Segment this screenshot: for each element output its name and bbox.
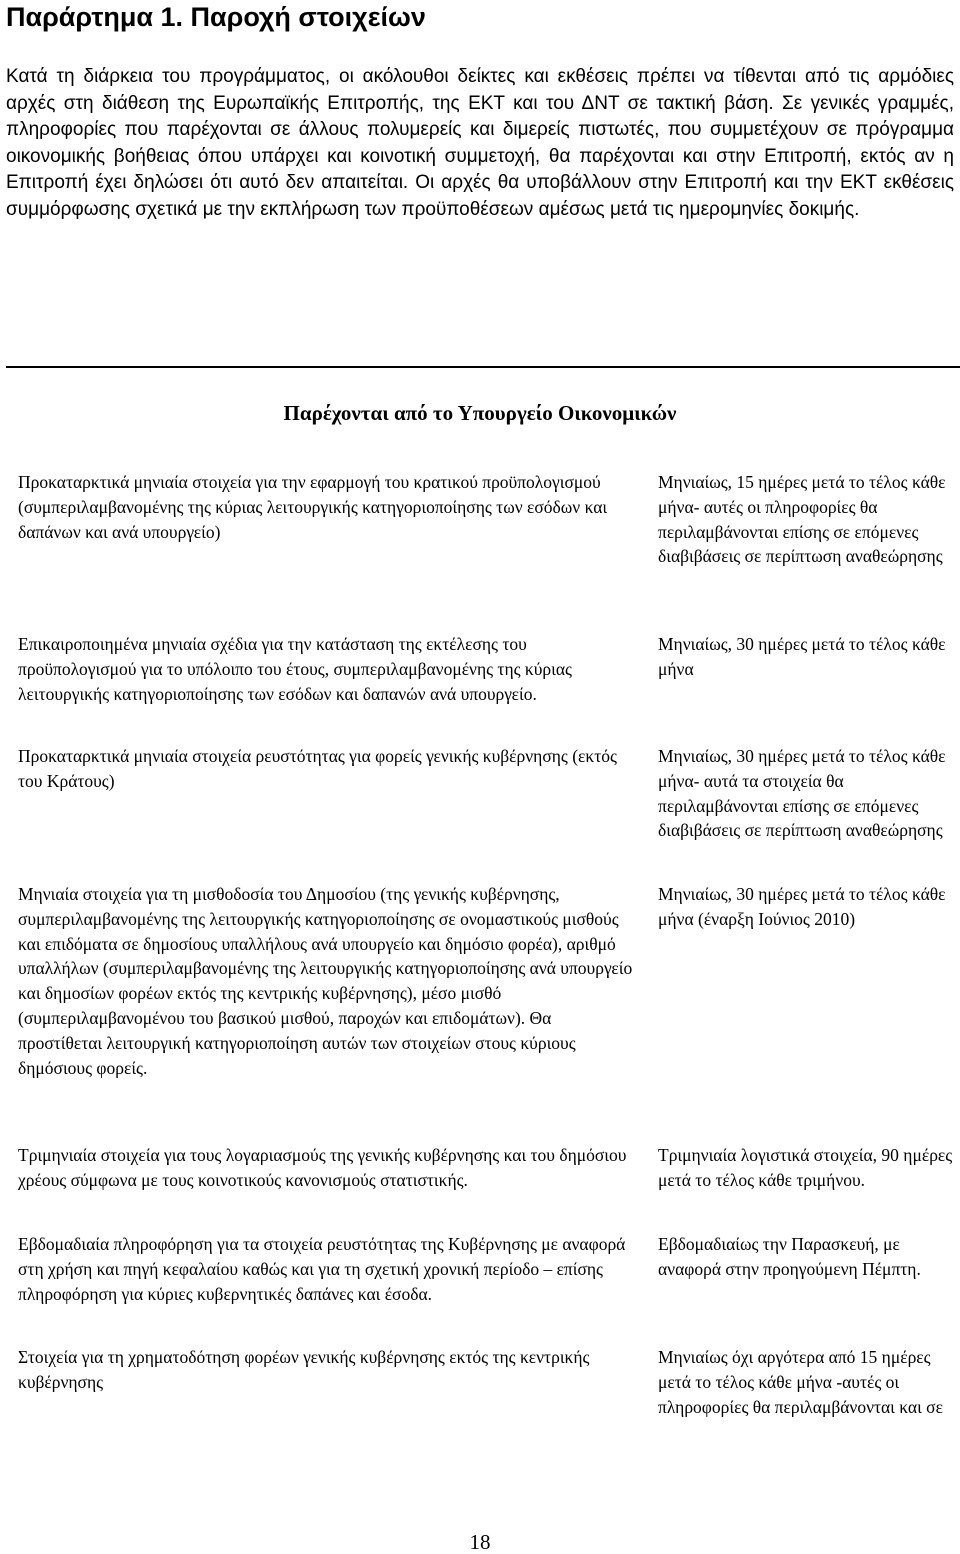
row-frequency: Μηνιαίως, 30 ημέρες μετά το τέλος κάθε μήνα (έναρξη Ιούνιος 2010) [658,884,946,929]
annex-title: Παράρτημα 1. Παροχή στοιχείων [6,2,426,32]
section-title: Παρέχονται από το Υπουργείο Οικονομικών [283,401,677,425]
page-number: 18 [469,1530,491,1554]
row-description: Επικαιροποιημένα μηνιαία σχέδια για την κατάσταση της εκτέλεσης του προϋπολογισμού για το υπόλοιπο του έτους, συμπεριλαμβανομένης της κύριας λειτουργικής κατηγοριοποίησης των εσόδων και δαπανών ανά υπουργείο. [18,634,572,704]
row-description: Προκαταρκτικά μηνιαία στοιχεία για την εφαρμογή του κρατικού προϋπολογισμού (συμπεριλαμβανομένης της κύριας λειτουργικής κατηγοριοποίησης των εσόδων και δαπάνων και ανά υπουργείο) [18,472,608,542]
row-frequency: Μηνιαίως όχι αργότερα από 15 ημέρες μετά το τέλος κάθε μήνα -αυτές οι πληροφορίες θα περιλαμβάνονται και σε [658,1347,943,1417]
row-frequency: Εβδομαδιαίως την Παρασκευή, με αναφορά στην προηγούμενη Πέμπτη. [658,1234,921,1279]
row-description: Εβδομαδιαία πληροφόρηση για τα στοιχεία ρευστότητας της Κυβέρνησης με αναφορά στη χρήση και πηγή κεφαλαίου καθώς και για τη σχετική χρονική περίοδο – επίσης πληροφόρηση για κύριες κυβερνητικές δαπάνες και έσοδα. [18,1234,626,1304]
row-frequency: Τριμηνιαία λογιστικά στοιχεία, 90 ημέρες μετά το τέλος κάθε τριμήνου. [658,1145,953,1190]
row-description: Τριμηνιαία στοιχεία για τους λογαριασμούς της γενικής κυβέρνησης και του δημόσιου χρέους σύμφωνα με τους κοινοτικούς κανονισμούς στατιστικής. [18,1145,627,1190]
row-description: Προκαταρκτικά μηνιαία στοιχεία ρευστότητας για φορείς γενικής κυβέρνησης (εκτός του Κράτους) [18,746,617,791]
row-frequency: Μηνιαίως, 15 ημέρες μετά το τέλος κάθε μήνα- αυτές οι πληροφορίες θα περιλαμβάνονται επίσης σε επόμενες διαβιβάσεις σε περίπτωση αναθεώρησης [658,472,946,567]
row-frequency: Μηνιαίως, 30 ημέρες μετά το τέλος κάθε μήνα- αυτά τα στοιχεία θα περιλαμβάνονται επίσης σε επόμενες διαβιβάσεις σε περίπτωση αναθεώρησης [658,746,946,841]
row-description: Στοιχεία για τη χρηματοδότηση φορέων γενικής κυβέρνησης εκτός της κεντρικής κυβέρνησης [18,1347,590,1392]
section-divider [6,366,960,368]
row-frequency: Μηνιαίως, 30 ημέρες μετά το τέλος κάθε μήνα [658,634,946,679]
row-description: Μηνιαία στοιχεία για τη μισθοδοσία του Δημοσίου (της γενικής κυβέρνησης, συμπεριλαμβανομένης της λειτουργικής κατηγοριοποίησης σε ονομαστικούς μισθούς και επιδόματα σε δημοσίους υπαλλήλους ανά υπουργείο και δημόσιο φορέα), αριθμό υπαλλήλων (συμπεριλαμβανομένης της λειτουργικής κατηγοριοποίησης ανά υπουργείο και δημοσίων φορέων εκτός της κεντρικής κυβέρνησης), μέσο μισθό (συμπεριλαμβανομένου του βασικού μισθού, παροχών και επιδομάτων). Θα προστίθεται λειτουργική κατηγοριοποίηση αυτών των στοιχείων στους κύριους δημόσιους φορείς. [18,884,633,1078]
intro-paragraph: Κατά τη διάρκεια του προγράμματος, οι ακόλουθοι δείκτες και εκθέσεις πρέπει να τίθενται από τις αρμόδιες αρχές στη διάθεση της Ευρωπαϊκής Επιτροπής, της ΕΚΤ και του ΔΝΤ σε τακτική βάση. Σε γενικές γραμμές, πληροφορίες που παρέχονται σε άλλους πολυμερείς και διμερείς πιστωτές, που συμμετέχουν σε πρόγραμμα οικονομικής βοήθειας όπου υπάρχει και κοινοτική συμμετοχή, θα παρέχονται και στην Επιτροπή, εκτός αν η Επιτροπή έχει δηλώσει ότι αυτό δεν απαιτείται. Οι αρχές θα υποβάλλουν στην Επιτροπή και την ΕΚΤ εκθέσεις συμμόρφωσης σχετικά με την εκπλήρωση των προϋποθέσεων αμέσως μετά τις ημερομηνίες δοκιμής. [6,66,954,220]
